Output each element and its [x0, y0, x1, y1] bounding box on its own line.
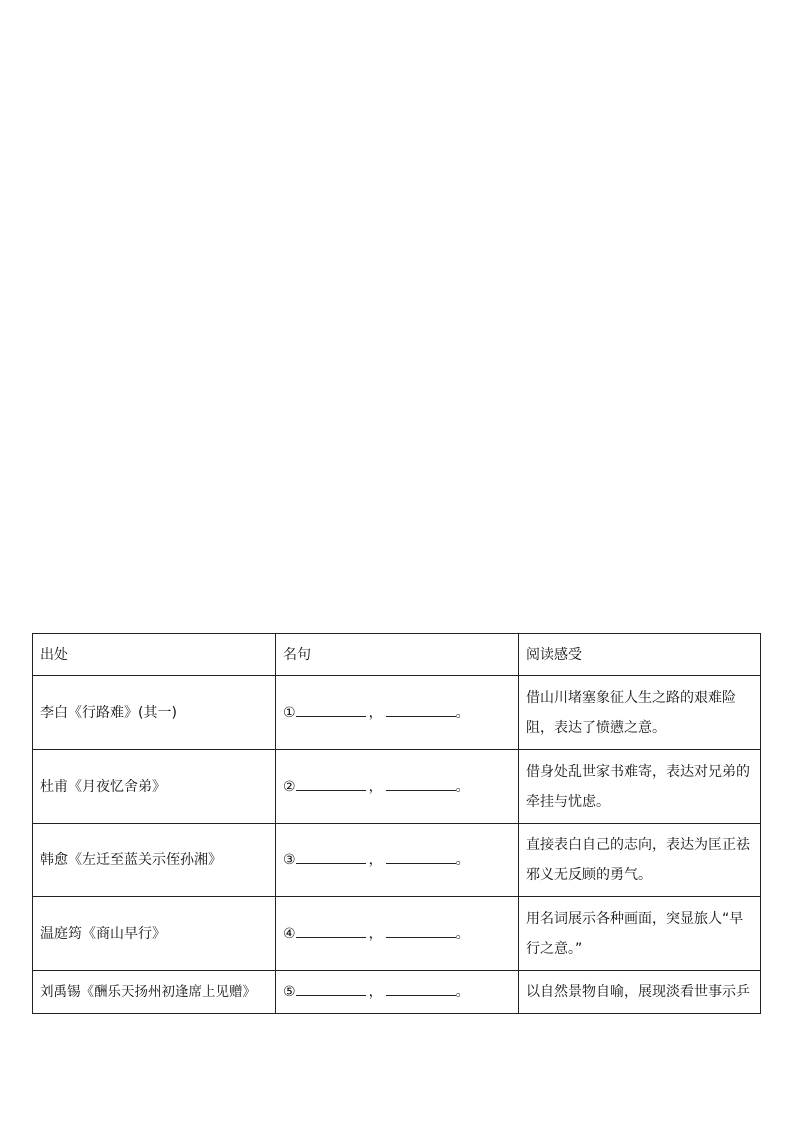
item-number: ③	[283, 852, 296, 868]
feeling-cell: 借山川堵塞象征人生之路的艰难险阻，表达了愤懑之意。	[519, 676, 761, 750]
table-row	[33, 971, 761, 1014]
period: 。	[455, 984, 470, 1000]
answer-blank[interactable]	[296, 923, 366, 938]
source-cell: 刘禹锡《酬乐天扬州初逢席上见赠》	[33, 971, 276, 1014]
period: 。	[455, 778, 470, 795]
comma: ，	[368, 704, 383, 721]
source-cell: 温庭筠《商山早行》	[33, 897, 276, 971]
comma: ，	[368, 984, 383, 1000]
answer-blank[interactable]	[296, 849, 366, 864]
header-quote: 名句	[276, 634, 519, 676]
feeling-cell: 借身处乱世家书难寄，表达对兄弟的牵挂与忧虑。	[519, 750, 761, 824]
table-row	[33, 897, 761, 971]
table-row	[33, 750, 761, 824]
item-number: ①	[283, 704, 296, 721]
period: 。	[455, 704, 470, 721]
answer-blank[interactable]	[386, 923, 456, 938]
comma: ，	[368, 778, 383, 795]
comma: ，	[368, 852, 383, 868]
source-cell: 韩愈《左迁至蓝关示侄孙湘》	[33, 824, 276, 897]
quote-cell	[276, 824, 519, 897]
source-cell: 李白《行路难》(其一)	[33, 676, 276, 750]
item-number: ⑤	[283, 984, 296, 1000]
quote-cell	[276, 750, 519, 824]
feeling-cell: 以自然景物自喻，展现淡看世事示乒	[519, 971, 761, 1014]
quote-cell	[276, 897, 519, 971]
feeling-cell: 直接表白自己的志向，表达为匡正祛邪义无反顾的勇气。	[519, 824, 761, 897]
quote-cell	[276, 676, 519, 750]
period: 。	[455, 852, 470, 868]
answer-blank[interactable]	[386, 702, 456, 717]
quote-cell	[276, 971, 519, 1014]
table-row	[33, 824, 761, 897]
comma: ，	[368, 925, 383, 942]
answer-blank[interactable]	[296, 702, 366, 717]
feeling-cell: 用名词展示各种画面，突显旅人“早行之意。”	[519, 897, 761, 971]
answer-blank[interactable]	[386, 981, 456, 996]
item-number: ④	[283, 925, 296, 942]
source-cell: 杜甫《月夜忆舍弟》	[33, 750, 276, 824]
answer-blank[interactable]	[296, 981, 366, 996]
period: 。	[455, 925, 470, 942]
item-number: ②	[283, 778, 296, 795]
poetry-table	[32, 633, 761, 1014]
table-row	[33, 676, 761, 750]
header-source: 出处	[33, 634, 276, 676]
answer-blank[interactable]	[386, 776, 456, 791]
answer-blank[interactable]	[296, 776, 366, 791]
header-feeling: 阅读感受	[519, 634, 761, 676]
answer-blank[interactable]	[386, 849, 456, 864]
table-header-row	[33, 634, 761, 676]
